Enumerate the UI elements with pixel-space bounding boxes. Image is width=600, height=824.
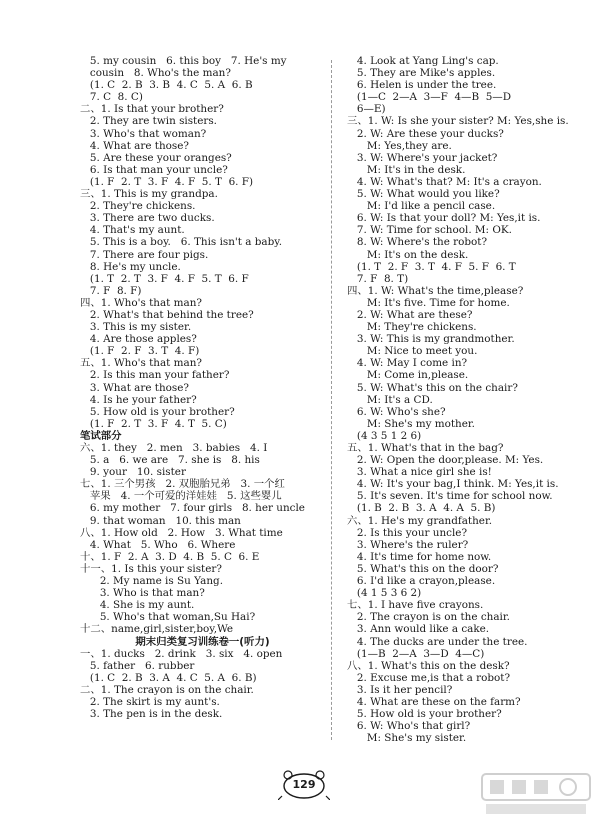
answer-line: M: Nice to meet you. xyxy=(347,345,478,358)
answer-line: 5. This is a boy. 6. This isn't a baby. xyxy=(80,236,283,249)
answer-line: 3. Who's that woman? xyxy=(80,127,207,140)
answer-line: 3. W: Where's your jacket? xyxy=(347,151,498,164)
answer-line: 4. Are those apples? xyxy=(80,333,197,346)
answer-line: 7. F 8. T) xyxy=(347,272,409,285)
answer-line: 4. Look at Yang Ling's cap. xyxy=(347,55,499,67)
answer-line: M: It's five. Time for home. xyxy=(347,296,510,309)
left-answer-column xyxy=(80,55,325,720)
answer-line: 7. W: Time for school. M: OK. xyxy=(347,224,512,237)
answer-line: 4. What are those? xyxy=(80,139,189,152)
answer-line: 十一、1. Is this your sister? xyxy=(80,562,222,575)
answer-line: 4. What are these on the farm? xyxy=(347,695,521,708)
answer-line: 2. Is this man your father? xyxy=(80,369,230,382)
answer-line: (1. C 2. B 3. A 4. C 5. A 6. B) xyxy=(80,671,257,684)
answer-line: 5. a 6. we are 7. she is 8. his xyxy=(80,454,260,467)
answer-line: 5. Who's that woman,Su Hai? xyxy=(80,611,256,624)
answer-line: 6. I'd like a crayon,please. xyxy=(347,575,496,588)
answer-line: 6. W: Who's she? xyxy=(347,405,446,418)
answer-line: 5. How old is your brother? xyxy=(347,708,502,721)
answer-line: 二、1. The crayon is on the chair. xyxy=(80,683,254,696)
answer-line: M: She's my mother. xyxy=(347,417,475,430)
answer-line: 六、1. He's my grandfather. xyxy=(347,514,493,527)
answer-line: 苹果 4. 一个可爱的洋娃娃 5. 这些婴儿 xyxy=(80,490,282,503)
answer-line: 期末归类复习训练卷一(听力) xyxy=(135,635,270,648)
answer-line: 2. W: Open the door,please. M: Yes. xyxy=(347,454,544,467)
answer-line: (1. T 2. T 3. F 4. F 5. T 6. F xyxy=(80,272,249,285)
answer-line: 5. W: What's this on the chair? xyxy=(347,381,518,394)
answer-line: (1. B 2. B 3. A 4. A 5. B) xyxy=(347,502,496,515)
answer-line: 一、1. ducks 2. drink 3. six 4. open xyxy=(80,647,283,660)
answer-line: M: She's my sister. xyxy=(347,732,467,745)
answer-line: 6. Helen is under the tree. xyxy=(347,79,497,92)
answer-line: 笔试部分 xyxy=(80,429,122,442)
answer-line: 6. my mother 7. four girls 8. her uncle xyxy=(80,502,305,515)
answer-line: 六、1. they 2. men 3. babies 4. I xyxy=(80,442,268,454)
answer-line: 7. There are four pigs. xyxy=(80,248,209,261)
answer-line: 5. W: What would you like? xyxy=(347,188,500,201)
answer-line: 八、1. How old 2. How 3. What time xyxy=(80,526,283,539)
answer-line: 4. W: It's your bag,I think. M: Yes,it is. xyxy=(347,478,559,491)
answer-line: 2. Is this your uncle? xyxy=(347,526,468,539)
answer-line: 七、1. I have five crayons. xyxy=(347,599,484,612)
answer-line: 5. father 6. rubber xyxy=(80,659,195,672)
answer-line: 3. Where's the ruler? xyxy=(347,538,469,551)
answer-line: 3. There are two ducks. xyxy=(80,212,215,225)
answer-line: M: I'd like a pencil case. xyxy=(347,200,496,213)
answer-line: (1. F 2. F 3. T 4. F) xyxy=(80,345,200,358)
answer-line: 3. What a nice girl she is! xyxy=(347,466,492,479)
answer-line: (4 3 5 1 2 6) xyxy=(347,429,422,442)
answer-line: (1. T 2. F 3. T 4. F 5. F 6. T xyxy=(347,260,516,273)
answer-line: 5. What's this on the door? xyxy=(347,562,499,575)
answer-line: 2. They are twin sisters. xyxy=(80,115,217,128)
answer-line: 2. Excuse me,is that a robot? xyxy=(347,671,511,684)
answer-line: 7. F 8. F) xyxy=(80,284,142,297)
answer-line: 2. They're chickens. xyxy=(80,200,196,213)
watermark-logo xyxy=(480,772,592,818)
answer-line: 5. It's seven. It's time for school now. xyxy=(347,490,553,503)
right-answer-column xyxy=(347,55,582,744)
answer-line: (1. F 2. T 3. F 4. F 5. T 6. F) xyxy=(80,175,254,188)
answer-line: (1. C 2. B 3. B 4. C 5. A 6. B xyxy=(80,79,253,92)
answer-line: 6. Is that man your uncle? xyxy=(80,163,228,176)
answer-line: M: It's in the desk. xyxy=(347,163,466,176)
answer-line: 4. It's time for home now. xyxy=(347,550,492,563)
answer-line: (1. F 2. T 3. F 4. T 5. C) xyxy=(80,417,227,430)
answer-line: 5. my cousin 6. this boy 7. He's my xyxy=(80,55,287,67)
answer-line: 2. What's that behind the tree? xyxy=(80,308,254,321)
answer-line: 3. The pen is in the desk. xyxy=(80,708,223,721)
answer-line: 4. That's my aunt. xyxy=(80,224,185,237)
answer-line: M: Yes,they are. xyxy=(347,139,452,152)
answer-line: M: They're chickens. xyxy=(347,321,477,334)
answer-line: 3. Is it her pencil? xyxy=(347,683,453,696)
answer-line: 十二、name,girl,sister,boy,We xyxy=(80,623,234,636)
answer-line: 3. W: This is my grandmother. xyxy=(347,333,515,346)
answer-line: 2. My name is Su Yang. xyxy=(80,575,224,588)
answer-line: M: It's on the desk. xyxy=(347,248,469,261)
answer-line: 9. your 10. sister xyxy=(80,466,186,479)
answer-line: 七、1. 三个男孩 2. 双胞胎兄弟 3. 一个红 xyxy=(80,478,285,491)
answer-line: 8. He's my uncle. xyxy=(80,260,181,273)
answer-line: 三、1. This is my grandpa. xyxy=(80,188,218,201)
answer-line: M: Come in,please. xyxy=(347,369,469,382)
answer-line: 四、1. Who's that man? xyxy=(80,296,202,309)
answer-line: 三、1. W: Is she your sister? M: Yes,she is. xyxy=(347,115,569,128)
answer-line: 5. They are Mike's apples. xyxy=(347,67,496,80)
answer-line: 5. Are these your oranges? xyxy=(80,151,232,164)
answer-line: (1—B 2—A 3—D 4—C) xyxy=(347,647,485,660)
answer-line: 4. What 5. Who 6. Where xyxy=(80,538,236,551)
page-number-badge xyxy=(278,770,330,800)
answer-line: 八、1. What's this on the desk? xyxy=(347,659,510,672)
answer-line: 2. The crayon is on the chair. xyxy=(347,611,510,624)
answer-line: 4. Is he your father? xyxy=(80,393,197,406)
answer-line: 2. The skirt is my aunt's. xyxy=(80,695,220,708)
answer-line: M: It's a CD. xyxy=(347,393,433,406)
answer-line: 7. C 8. C) xyxy=(80,91,143,104)
answer-line: 4. She is my aunt. xyxy=(80,599,195,612)
answer-line: 五、1. Who's that man? xyxy=(80,357,202,370)
answer-line: 5. How old is your brother? xyxy=(80,405,235,418)
page-number: 129 xyxy=(292,778,316,791)
answer-line: 3. What are those? xyxy=(80,381,189,394)
answer-line: 4. W: What's that? M: It's a crayon. xyxy=(347,175,542,188)
answer-line: 五、1. What's that in the bag? xyxy=(347,442,504,454)
answer-line: 9. that woman 10. this man xyxy=(80,514,241,527)
column-divider xyxy=(331,60,332,740)
answer-line: 3. This is my sister. xyxy=(80,321,192,334)
answer-line: cousin 8. Who's the man? xyxy=(80,67,231,80)
answer-line: 6. W: Is that your doll? M: Yes,it is. xyxy=(347,212,541,225)
answer-line: 6—E) xyxy=(347,103,386,116)
answer-line: 4. The ducks are under the tree. xyxy=(347,635,528,648)
answer-line: (4 1 5 3 6 2) xyxy=(347,587,422,600)
answer-line: 6. W: Who's that girl? xyxy=(347,720,471,733)
answer-line: 十、1. F 2. A 3. D 4. B 5. C 6. E xyxy=(80,550,260,563)
answer-line: 二、1. Is that your brother? xyxy=(80,103,224,116)
answer-line: 4. W: May I come in? xyxy=(347,357,468,370)
answer-line: (1—C 2—A 3—F 4—B 5—D xyxy=(347,91,512,104)
answer-line: 四、1. W: What's the time,please? xyxy=(347,284,524,297)
answer-line: 3. Ann would like a cake. xyxy=(347,623,490,636)
answer-line: 8. W: Where's the robot? xyxy=(347,236,488,249)
answer-line: 2. W: Are these your ducks? xyxy=(347,127,504,140)
answer-line: 2. W: What are these? xyxy=(347,308,473,321)
answer-line: 3. Who is that man? xyxy=(80,587,205,600)
